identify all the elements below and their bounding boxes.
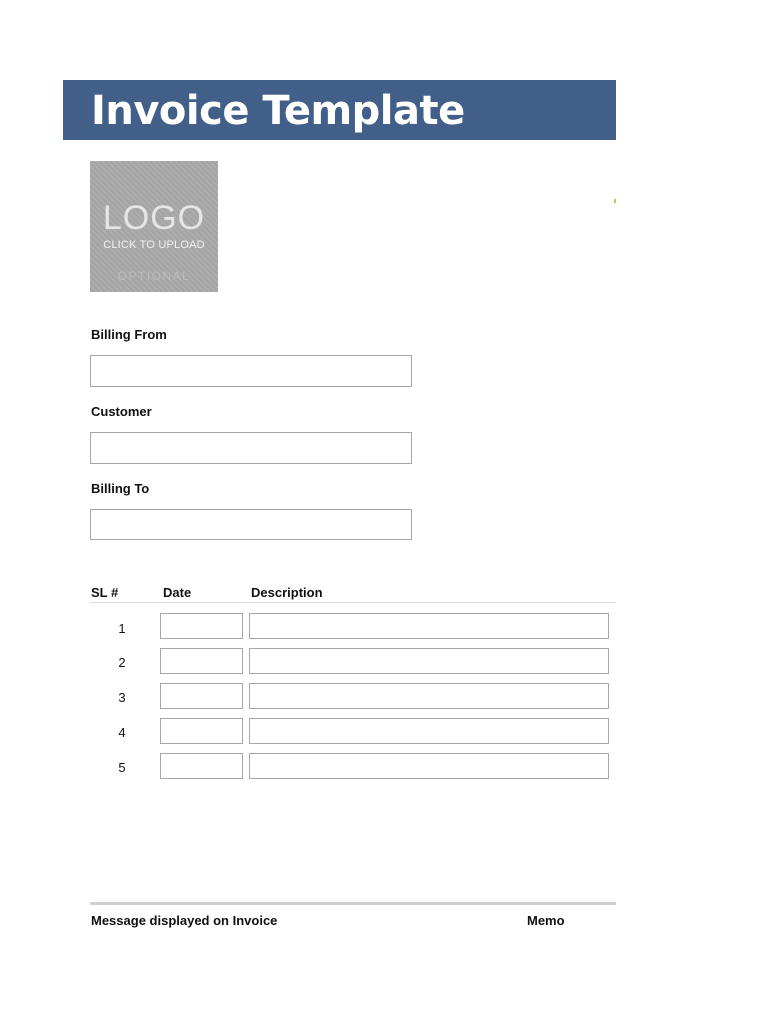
customer-field[interactable] [90,432,412,464]
logo-upload-hint: CLICK TO UPLOAD [103,239,205,251]
logo-optional-label: OPTIONAL [117,269,191,283]
row-number: 2 [118,655,126,670]
billing-to-label: Billing To [91,481,150,496]
logo-upload-area[interactable] [90,161,218,292]
memo-label: Memo [527,913,565,928]
date-input[interactable] [160,613,243,639]
row-number: 1 [118,621,126,636]
billing-to-field[interactable] [90,509,412,540]
billing-from-label: Billing From [91,327,167,342]
message-label: Message displayed on Invoice [91,913,278,928]
column-header-description: Description [251,585,323,600]
column-header-date: Date [163,585,192,600]
logo-text: LOGO [102,199,206,237]
row-number: 5 [118,760,126,775]
column-header-sl: SL # [91,585,119,600]
title-bar [63,80,616,140]
row-number: 4 [118,725,126,740]
description-input[interactable] [249,683,609,709]
date-input[interactable] [160,683,243,709]
header-divider [90,602,616,603]
date-input[interactable] [160,718,243,744]
description-input[interactable] [249,753,609,779]
description-input[interactable] [249,613,609,639]
date-input[interactable] [160,753,243,779]
footer-divider [90,902,616,905]
row-number: 3 [118,690,126,705]
decorative-mark [614,199,616,203]
customer-label: Customer [91,404,152,419]
billing-from-field[interactable] [90,355,412,387]
description-input[interactable] [249,718,609,744]
page-title: Invoice Template [91,88,465,134]
date-input[interactable] [160,648,243,674]
description-input[interactable] [249,648,609,674]
